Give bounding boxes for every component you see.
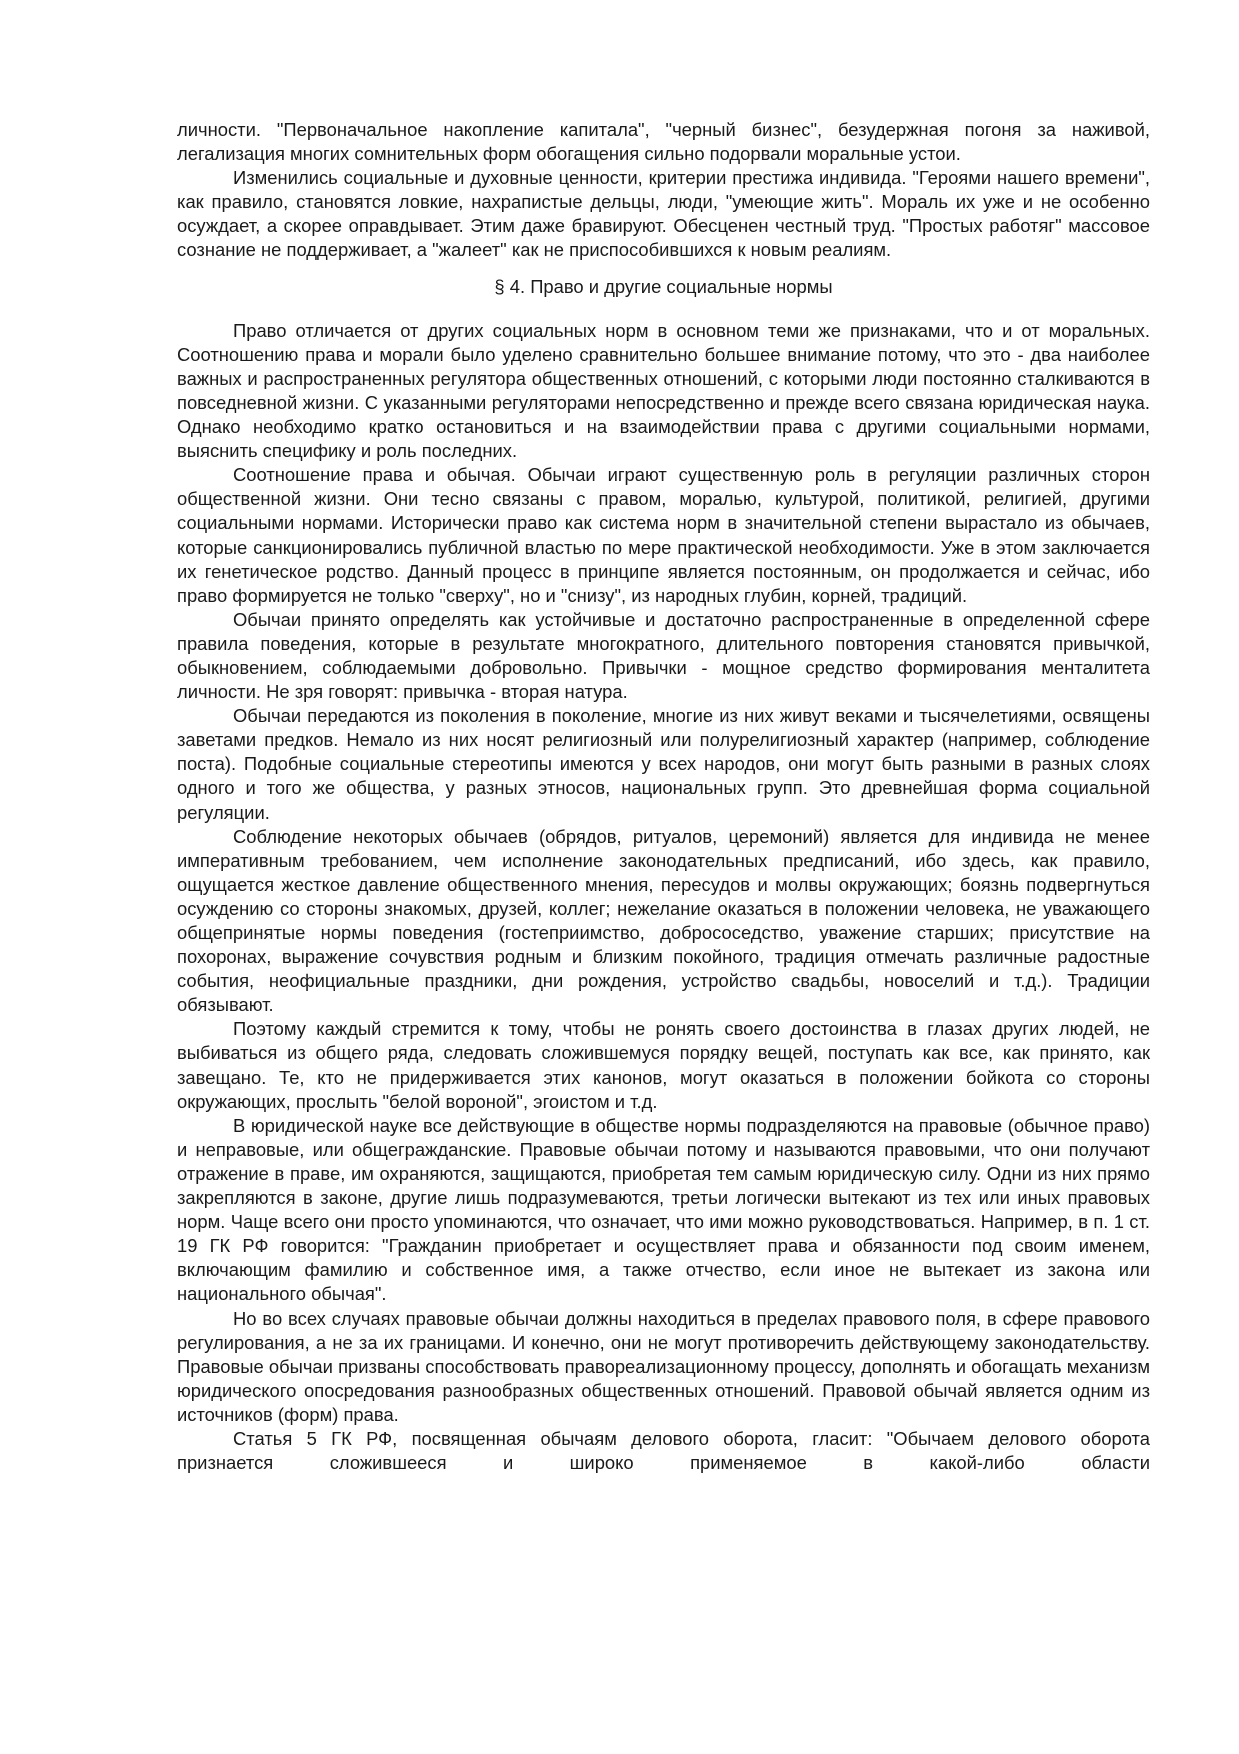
body-paragraph: Обычаи принято определять как устойчивые и достаточно распространенные в определенной сфере правила поведения, которые в результате многократного, длительного повторения становятся привычкой, обыкновением, соблюдаемыми добровольно. Привычки - мощное средство формирования менталитета личности. Не зря говорят: привычка - вторая натура. (177, 608, 1150, 703)
section-heading: § 4. Право и другие социальные нормы (494, 275, 833, 297)
body-paragraph: В юридической науке все действующие в обществе нормы подразделяются на правовые (обычное право) и неправовые, или общегражданские. Правовые обычаи потому и называются правовыми, что они получают отражение в праве, им охраняются, защищаются, приобретая тем самым юридическую силу. Одни из них прямо закрепляются в законе, другие лишь подразумеваются, третьи логически вытекают из тех или иных правовых норм. Чаще всего они просто упоминаются, что означает, что ими можно руководствоваться. Например, в п. 1 ст. 19 ГК РФ говорится: "Гражданин приобретает и осуществляет права и обязанности под своим именем, включающим фамилию и собственное имя, а также отчество, если иное не вытекает из закона или национального обычая". (177, 1114, 1150, 1305)
document-page (177, 118, 1150, 1475)
body-paragraph: Соблюдение некоторых обычаев (обрядов, ритуалов, церемоний) является для индивида не менее императивным требованием, чем исполнение законодательных предписаний, ибо здесь, как правило, ощущается жесткое давление общественного мнения, пересудов и молвы окружающих; боязнь подвергнуться осуждению со стороны знакомых, друзей, коллег; нежелание оказаться в положении человека, не уважающего общепринятые нормы поведения (гостеприимство, добрососедство, уважение старших; присутствие на похоронах, выражение сочувствия родным и близким покойного, традиция отмечать различные радостные события, неофициальные праздники, дни рождения, устройство свадьбы, новоселий и т.д.). Традиции обязывают. (177, 825, 1150, 1016)
intro-paragraph: Изменились социальные и духовные ценности, критерии престижа индивида. "Героями нашего времени", как правило, становятся ловкие, нахрапистые дельцы, люди, "умеющие жить". Мораль их уже и не особенно осуждает, а скорее оправдывает. Этим даже бравируют. Обесценен честный труд. "Простых работяг" массовое сознание не поддерживает, а "жалеет" как не приспособившихся к новым реалиям. (177, 167, 1150, 261)
body-paragraph: Статья 5 ГК РФ, посвященная обычаям делового оборота, гласит: "Обычаем делового оборота признается сложившееся и широко применяемое в какой-либо области (177, 1427, 1150, 1474)
body-paragraph: Поэтому каждый стремится к тому, чтобы не ронять своего достоинства в глазах других людей, не выбиваться из общего ряда, следовать сложившемуся порядку вещей, поступать как все, как принято, как завещано. Те, кто не придерживается этих канонов, могут оказаться в положении бойкота со стороны окружающих, прослыть "белой вороной", эгоистом и т.д. (177, 1018, 1150, 1112)
body-paragraph: Соотношение права и обычая. Обычаи играют существенную роль в регуляции различных сторон общественной жизни. Они тесно связаны с правом, моралью, культурой, политикой, религией, другими социальными нормами. Исторически право как система норм в значительной степени вырастало из обычаев, которые санкционировались публичной властью по мере практической необходимости. Уже в этом заключается их генетическое родство. Данный процесс в принципе является постоянным, он продолжается и сейчас, ибо право формируется не только "сверху", но и "снизу", из народных глубин, корней, традиций. (177, 464, 1150, 606)
body-paragraph: Право отличается от других социальных норм в основном теми же признаками, что и от моральных. Соотношению права и морали было уделено сравнительно большее внимание потому, что это - два наиболее важных и распространенных регулятора общественных отношений, с которыми люди постоянно сталкиваются в повседневной жизни. С указанными регуляторами непосредственно и прежде всего связана юридическая наука. Однако необходимо кратко остановиться и на взаимодействии права с другими социальными нормами, выяснить специфику и роль последних. (177, 319, 1150, 462)
body-paragraph: Но во всех случаях правовые обычаи должны находиться в пределах правового поля, в сфере правового регулирования, а не за их границами. И конечно, они не могут противоречить действующему законодательству. Правовые обычаи призваны способствовать правореализационному процессу, дополнять и обогащать механизм юридического опосредования разнообразных общественных отношений. Правовой обычай является одним из источников (форм) права. (177, 1307, 1150, 1425)
intro-paragraph: личности. "Первоначальное накопление капитала", "черный бизнес", безудержная погоня за наживой, легализация многих сомнительных форм обогащения сильно подорвали моральные устои. (177, 119, 1150, 165)
body-paragraph: Обычаи передаются из поколения в поколение, многие из них живут веками и тысячелетиями, освящены заветами предков. Немало из них носят религиозный или полурелигиозный характер (например, соблюдение поста). Подобные социальные стереотипы имеются у всех народов, они могут быть разными в разных слоях одного и того же общества, у разных этносов, национальных групп. Это древнейшая форма социальной регуляции. (177, 705, 1150, 823)
